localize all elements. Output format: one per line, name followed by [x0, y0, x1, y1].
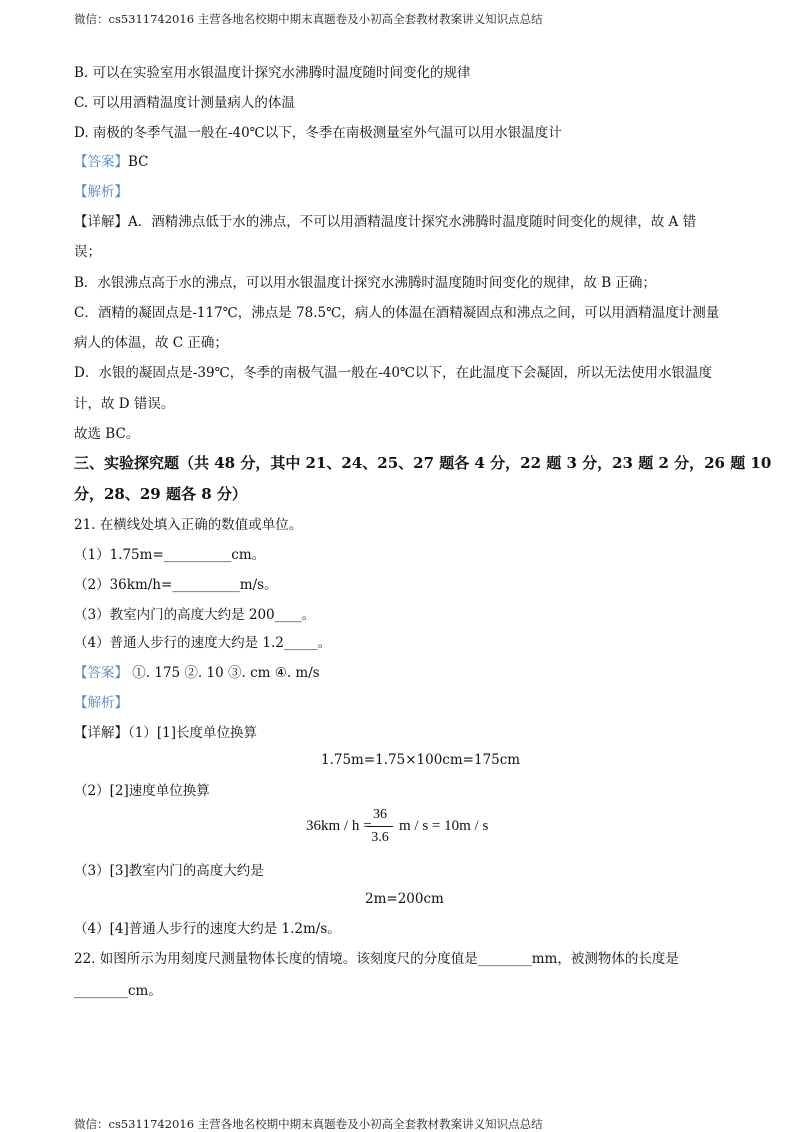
answer-tag: 【答案】	[74, 154, 128, 170]
answer-1	[74, 153, 149, 171]
answer-text: BC	[128, 154, 149, 170]
question-21-3: （3）教室内门的高度大约是 200____。	[74, 607, 316, 623]
detail-2	[74, 724, 257, 742]
detail-d: D．水银的凝固点是-39℃，冬季的南极气温一般在-40℃以下，在此温度下会凝固，所以无法使用水银温度	[74, 365, 713, 381]
answer-2	[74, 664, 320, 682]
equation-2-left: 36km / h =	[306, 818, 372, 834]
analysis-tag-1: 【解析】	[74, 184, 128, 200]
question-21-2: （2）36km/h=__________m/s。	[74, 577, 278, 593]
detail-c2: 病人的体温，故 C 正确；	[74, 335, 228, 351]
fraction-denominator: 3.6	[371, 830, 389, 845]
question-22b: ________cm。	[74, 983, 162, 999]
detail-1	[74, 213, 696, 231]
choose-answer: 故选 BC。	[74, 426, 140, 442]
page-footer: 微信：cs5311742016 主营各地名校期中期末真题卷及小初高全套教材教案讲义知识点总结	[74, 1117, 543, 1131]
option-b: B. 可以在实验室用水银温度计探究水沸腾时温度随时间变化的规律	[74, 65, 471, 81]
equation-3: 2m=200cm	[365, 891, 444, 907]
option-c: C. 可以用酒精温度计测量病人的体温	[74, 95, 295, 111]
detail-2-speed: （2）[2]速度单位换算	[74, 783, 210, 799]
detail-3: （3）[3]教室内门的高度大约是	[74, 863, 264, 879]
detail-1b: 误；	[74, 244, 101, 260]
equation-1: 1.75m=1.75×100cm=175cm	[321, 752, 521, 768]
detail-c: C．酒精的凝固点是-117℃，沸点是 78.5℃，病人的体温在酒精凝固点和沸点之间，可以用酒精温度计测量	[74, 305, 720, 321]
answer-tag: 【答案】	[74, 665, 128, 681]
question-21-4: （4）普通人步行的速度大约是 1.2_____。	[74, 635, 332, 651]
question-22: 22. 如图所示为用刻度尺测量物体长度的情境。该刻度尺的分度值是________mm，被测物体的长度是	[74, 951, 679, 967]
section-title: 三、实验探究题（共 48 分，其中 21、24、25、27 题各 4 分，22 题 3 分，23 题 2 分，26 题 10	[74, 454, 772, 472]
detail-4: （4）[4]普通人步行的速度大约是 1.2m/s。	[74, 921, 341, 937]
option-d: D. 南极的冬季气温一般在-40℃以下，冬季在南极测量室外气温可以用水银温度计	[74, 125, 562, 141]
section-title-2: 分，28、29 题各 8 分）	[74, 485, 247, 503]
detail-d2: 计，故 D 错误。	[74, 396, 175, 412]
equation-2-fraction	[367, 806, 393, 847]
page-header: 微信：cs5311742016 主营各地名校期中期末真题卷及小初高全套教材教案讲义知识点总结	[74, 12, 543, 26]
equation-2-right: m / s = 10m / s	[399, 818, 489, 834]
analysis-tag-2: 【解析】	[74, 695, 128, 711]
detail-text: （1）[1]长度单位换算	[128, 725, 257, 741]
fraction-bar	[367, 826, 393, 827]
answer-text: ①. 175 ②. 10 ③. cm ④. m/s	[128, 665, 320, 681]
fraction-numerator: 36	[373, 807, 387, 822]
question-21-1: （1）1.75m=__________cm。	[74, 547, 266, 563]
question-21: 21. 在横线处填入正确的数值或单位。	[74, 517, 303, 533]
detail-tag: 【详解】	[74, 725, 128, 741]
detail-text: A．酒精沸点低于水的沸点，不可以用酒精温度计探究水沸腾时温度随时间变化的规律，故 A 错	[128, 214, 697, 230]
detail-tag: 【详解】	[74, 214, 128, 230]
detail-b: B．水银沸点高于水的沸点，可以用水银温度计探究水沸腾时温度随时间变化的规律，故 B 正确；	[74, 275, 656, 291]
